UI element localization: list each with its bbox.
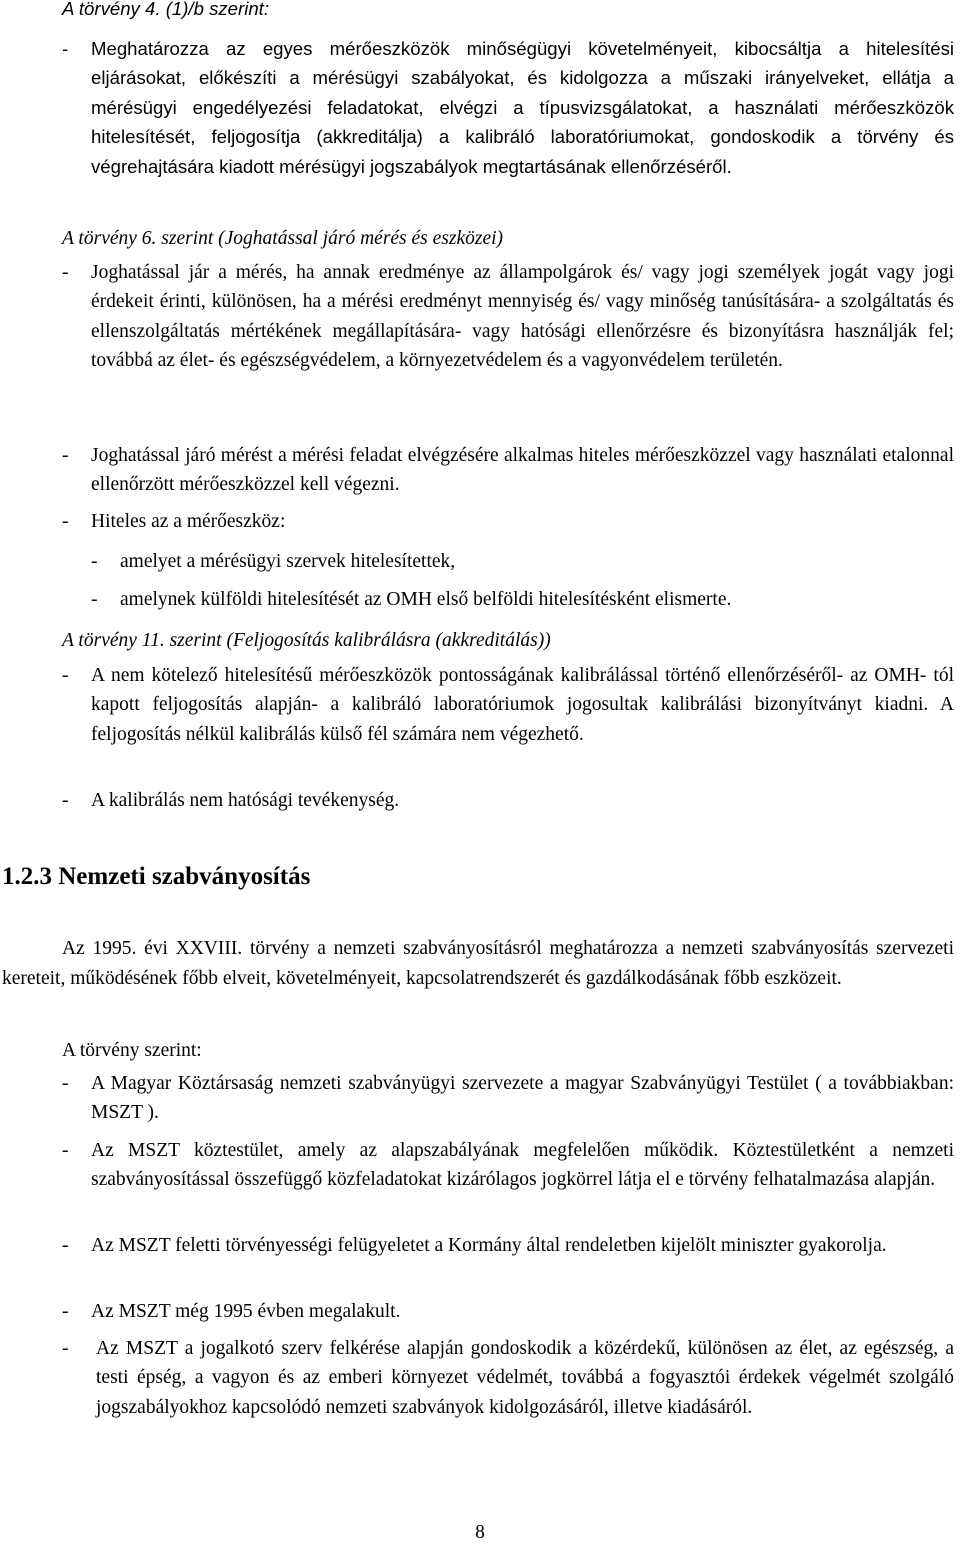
list-item-text: A Magyar Köztársaság nemzeti szabványügyi szervezete a magyar Szabványügyi Testület ( a továbbiakban: MSZT ). xyxy=(91,1073,954,1124)
list-item xyxy=(62,1069,954,1128)
sub-list-item xyxy=(91,585,954,614)
list-item xyxy=(62,441,954,500)
law-6-heading: A törvény 6. szerint (Joghatással járó mérés és eszközei) xyxy=(62,228,504,249)
bullet-dash: - xyxy=(62,790,69,811)
list-item-text: Meghatározza az egyes mérőeszközök minőségügyi követelményeit, kibocsáltja a hitelesítési eljárásokat, előkészíti a mérésügyi szabályokat, és kidolgozza a műszaki irányelveket, ellátja a mérésügyi engedélyezési feladatokat, elvégzi a típusvizsgálatokat, a használati mérőeszközök hitelesítését, feljogosítja (akkreditálja) a kalibráló laboratóriumokat, gondoskodik a törvény és végrehajtására kiadott mérésügyi jogszabályok megtartásának ellenőrzéséről. xyxy=(91,38,954,177)
list-item xyxy=(62,786,954,815)
list-item xyxy=(62,34,954,181)
list-item-text: Az MSZT még 1995 évben megalakult. xyxy=(91,1301,401,1322)
list-item-text: Joghatással járó mérést a mérési feladat elvégzésére alkalmas hiteles mérőeszközzel vagy használati etalonnal ellenőrzött mérőeszközzel kell végezni. xyxy=(91,445,954,496)
list-item-text: Az MSZT feletti törvényességi felügyeletet a Kormány által rendeletben kijelölt miniszter gyakorolja. xyxy=(91,1235,887,1256)
bullet-dash: - xyxy=(91,551,98,572)
list-item-text: A nem kötelező hitelesítésű mérőeszközök pontosságának kalibrálással történő ellenőrzéséről- az OMH- tól kapott feljogosítás alapján- a kalibráló laboratóriumok jogosultak kalibrálási bizonyítványt kiadni. A feljogosítás nélkül kalibrálás külső fél számára nem végezhető. xyxy=(91,665,954,745)
bullet-dash: - xyxy=(62,1073,69,1094)
list-item-text: amelyet a mérésügyi szervek hitelesítettek, xyxy=(120,551,456,572)
list-item xyxy=(62,661,954,749)
list-item-text: Joghatással jár a mérés, ha annak eredménye az állampolgárok és/ vagy jogi személyek jogát vagy jogi érdekeit érinti, különösen, ha a mérési eredményt mennyiség és/ vagy minőség tanúsítására- a szolgáltatás és ellenszolgáltatás mértékének megállapítására- vagy hatósági ellenőrzésre és bizonyításra használják fel; továbbá az élet- és egészségvédelem, a környezetvédelem és a vagyonvédelem területén. xyxy=(91,262,954,371)
list-item xyxy=(62,1231,954,1260)
bullet-dash: - xyxy=(62,1338,69,1359)
list-item xyxy=(62,1136,954,1195)
list-item-text: Az MSZT köztestület, amely az alapszabályának megfelelően működik. Köztestületként a nemzeti szabványosítással összefüggő közfeladatokat kizárólagos jogkörrel látja el e törvény felhatalmazása alapján. xyxy=(91,1140,954,1191)
page-number: 8 xyxy=(475,1522,485,1543)
bullet-dash: - xyxy=(91,589,98,610)
list-item xyxy=(62,258,954,375)
list-item-text: amelynek külföldi hitelesítését az OMH első belföldi hitelesítésként elismerte. xyxy=(120,589,732,610)
sub-list-item xyxy=(91,547,954,576)
bullet-dash: - xyxy=(62,665,69,686)
list-item-text: A kalibrálás nem hatósági tevékenység. xyxy=(91,790,400,811)
bullet-dash: - xyxy=(62,1235,69,1256)
section-title: 1.2.3 Nemzeti szabványosítás xyxy=(2,863,311,890)
intro-text: Az 1995. évi XXVIII. törvény a nemzeti szabványosításról meghatározza a nemzeti szabványosítás szervezeti kereteit, működésének főbb elveit, követelményeit, kapcsolatrendszerét és gazdálkodásának főbb eszközeit. xyxy=(2,938,954,989)
list-item-text: Hiteles az a mérőeszköz: xyxy=(91,511,286,532)
bullet-dash: - xyxy=(62,511,69,532)
list-item xyxy=(62,1297,954,1326)
bullet-dash: - xyxy=(62,1301,69,1322)
law-4-heading: A törvény 4. (1)/b szerint: xyxy=(62,0,270,19)
bullet-dash: - xyxy=(62,38,69,59)
bullet-dash: - xyxy=(62,1140,69,1161)
bullet-dash: - xyxy=(62,445,69,466)
list-item xyxy=(62,1334,954,1422)
intro-paragraph xyxy=(2,934,954,993)
bullet-dash: - xyxy=(62,262,69,283)
law-11-heading: A törvény 11. szerint (Feljogosítás kalibrálásra (akkreditálás)) xyxy=(62,630,551,651)
list-item-text: Az MSZT a jogalkotó szerv felkérése alapján gondoskodik a közérdekű, különösen az élet, az egészség, a testi épség, a vagyon és az emberi környezet védelmét, továbbá a fogyasztói érdekek végelmét szolgáló jogszabályokhoz kapcsolódó nemzeti szabványok kidolgozásáról, illetve kiadásáról. xyxy=(96,1338,954,1418)
list-item xyxy=(62,507,954,536)
law-label: A törvény szerint: xyxy=(62,1040,202,1061)
